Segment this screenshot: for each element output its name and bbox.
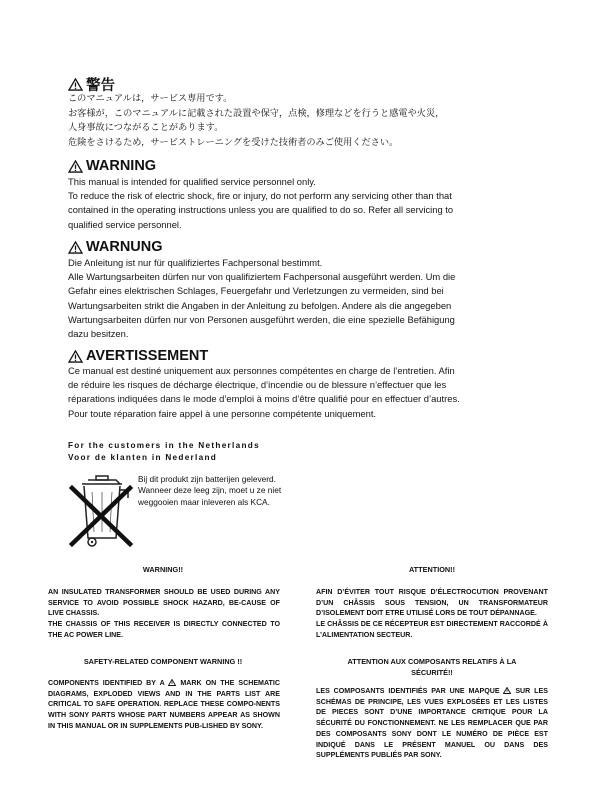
fr-line: Pour toute réparation faire appel à une personne compétente uniquement.: [68, 407, 377, 419]
nl-heading-en: For the customers in the Netherlands: [68, 441, 260, 450]
en-warning-title: WARNING: [86, 158, 157, 174]
de-line: Wartungsarbeiten dürfen nur von Personen ausgeführt werden, die eine spezielle Befähigung: [68, 313, 455, 325]
nl-line: weggooien maar inleveren als KCA.: [138, 496, 270, 507]
right-safety-title-line: ATTENTION AUX COMPOSANTS RELATIFS À LA: [347, 657, 517, 666]
jp-line: 危険をさけるため，サービストレーニングを受けた技術者のみご使用ください。: [68, 136, 399, 148]
right-attention-title: ATTENTION!!: [408, 565, 456, 574]
nl-heading: [68, 440, 260, 464]
right-attention-paragraph: AFIN D’ÉVITER TOUT RISQUE D’ÉLECTROCUTION PROVENANT D’UN CHÂSSIS SOUS TENSION, UN TRANSFORMATEUR D’ISOLEMENT DOIT ETRE UTILISÉ LORS DE TOUT DÉPANNAGE.: [316, 588, 548, 618]
fr-line: Ce manual est destiné uniquement aux personnes compétentes en charge de l’entretien. Afin: [68, 365, 455, 376]
right-safety-title-line: SÉCURITÉ!!: [411, 667, 453, 677]
jp-line: このマニュアルは，サービス専用です。: [68, 93, 233, 104]
right-chassis-paragraph: LE CHÂSSIS DE CE RÉCEPTEUR EST DIRECTEMENT RACCORDÉ À L’ALIMENTATION SECTEUR.: [316, 620, 548, 639]
fr-warning-heading: [68, 348, 208, 364]
warning-triangle-icon: [68, 160, 83, 173]
jp-warning-title: 警告: [86, 78, 115, 94]
warning-triangle-icon: [168, 679, 176, 686]
de-line: Alle Wartungsarbeiten dürfen nur von qualifiziertem Fachpersonal ausgeführt werden. Um die: [68, 271, 456, 283]
nl-heading-nl: Voor de klanten in Nederland: [68, 453, 218, 462]
left-safety-title: SAFETY-RELATED COMPONENT WARNING !!: [83, 657, 243, 666]
en-line: qualified service personnel.: [68, 218, 182, 230]
en-line: This manual is intended for qualified service personnel only.: [68, 176, 316, 187]
de-warning-heading: [68, 239, 163, 255]
fr-line: réparations indiquées dans le mode d’emploi à moins d’être qualifié pour en effectuer d’autres.: [68, 393, 460, 405]
en-line: contained in the operating instructions unless you are qualified to do so. Refer all servicing to: [68, 204, 454, 216]
left-warning-text: [48, 587, 280, 641]
crossed-out-wheelie-bin-icon: [68, 470, 134, 550]
left-safety-before: COMPONENTS IDENTIFIED BY A: [48, 679, 165, 687]
left-safety-text: [48, 678, 280, 732]
right-safety-title: [316, 657, 548, 678]
fr-warning-text: [68, 364, 568, 421]
nl-battery-text: [138, 474, 338, 508]
de-warning-title: WARNUNG: [86, 239, 163, 255]
en-warning-text: [68, 175, 558, 232]
right-attention-text: [316, 587, 548, 641]
jp-line: 人身事故につながることがあります。: [68, 122, 224, 134]
en-line: To reduce the risk of electric shock, fire or injury, do not perform any servicing other than that: [68, 190, 452, 202]
right-safety-text: [316, 686, 548, 761]
fr-warning-title: AVERTISSEMENT: [86, 348, 209, 364]
de-line: Wartungsarbeiten strikt die Angaben in der Anleitung zu befolgen. Andere als die angegeben: [68, 299, 452, 311]
left-warning-title: WARNING!!: [142, 565, 184, 574]
warning-triangle-icon: [68, 78, 83, 91]
jp-warning-text: [68, 92, 568, 150]
warning-triangle-icon: [503, 687, 511, 694]
warning-triangle-icon: [68, 350, 83, 363]
warning-triangle-icon: [68, 241, 83, 254]
nl-line: Wanneer deze leeg zijn, moet u ze niet: [138, 485, 282, 496]
fr-line: de réduire les risques de décharge électrique, d’incendie ou de blessure n’effectuer que les: [68, 379, 447, 391]
left-warning-paragraph: AN INSULATED TRANSFORMER SHOULD BE USED DURING ANY SERVICE TO AVOID POSSIBLE SHOCK HAZARD, BE-CAUSE OF LIVE CHASSIS.: [48, 588, 280, 618]
en-warning-heading: [68, 158, 156, 174]
nl-line: Bij dit produkt zijn batterijen geleverd.: [138, 474, 276, 484]
de-line: Gefahr eines elektrischen Schlages, Feuergefahr und Verletzungen zu vermeiden, sind bei: [68, 285, 444, 297]
jp-line: お客様が，このマニュアルに記載された設置や保守，点検，修理などを行うと感電や火災，: [68, 107, 445, 119]
left-chassis-paragraph: THE CHASSIS OF THIS RECEIVER IS DIRECTLY CONNECTED TO THE AC POWER LINE.: [48, 620, 280, 639]
de-line: dazu besitzen.: [68, 328, 129, 340]
left-safety-after: MARK ON THE SCHEMATIC DIAGRAMS, EXPLODED VIEWS AND IN THE PARTS LIST ARE CRITICAL TO SAFE OPERATION. REPLACE THESE COMPO-NENTS WITH SONY PARTS WHOSE PART NUMBERS APPEAR AS SHOWN IN THIS MANUAL OR IN SUPPLEMENTS PUB-LISHED BY SONY.: [48, 679, 280, 730]
right-safety-before: LES COMPOSANTS IDENTIFIÉS PAR UNE MAPQUE: [316, 687, 500, 695]
de-warning-text: [68, 256, 558, 341]
de-line: Die Anleitung ist nur für qualifiziertes Fachpersonal bestimmt.: [68, 257, 323, 268]
right-safety-after: SUR LES SCHÉMAS DE PRINCIPE, LES VUES EXPLOSÉES ET LES LISTES DE PIECES SONT D’UNE IMPORTANCE CRITIQUE POUR LA SÉCURITÉ DU FONCTIONNEMENT. NE LES REMPLACER QUE PAR DES COMPOSANTS SONY DONT LE NUMÉRO DE PIÈCE EST INDIQUÉ DANS LE PRÉSENT MANUEL OU DANS DES SUPPLÉMENTS PUBLIÉS PAR SONY.: [316, 687, 548, 760]
